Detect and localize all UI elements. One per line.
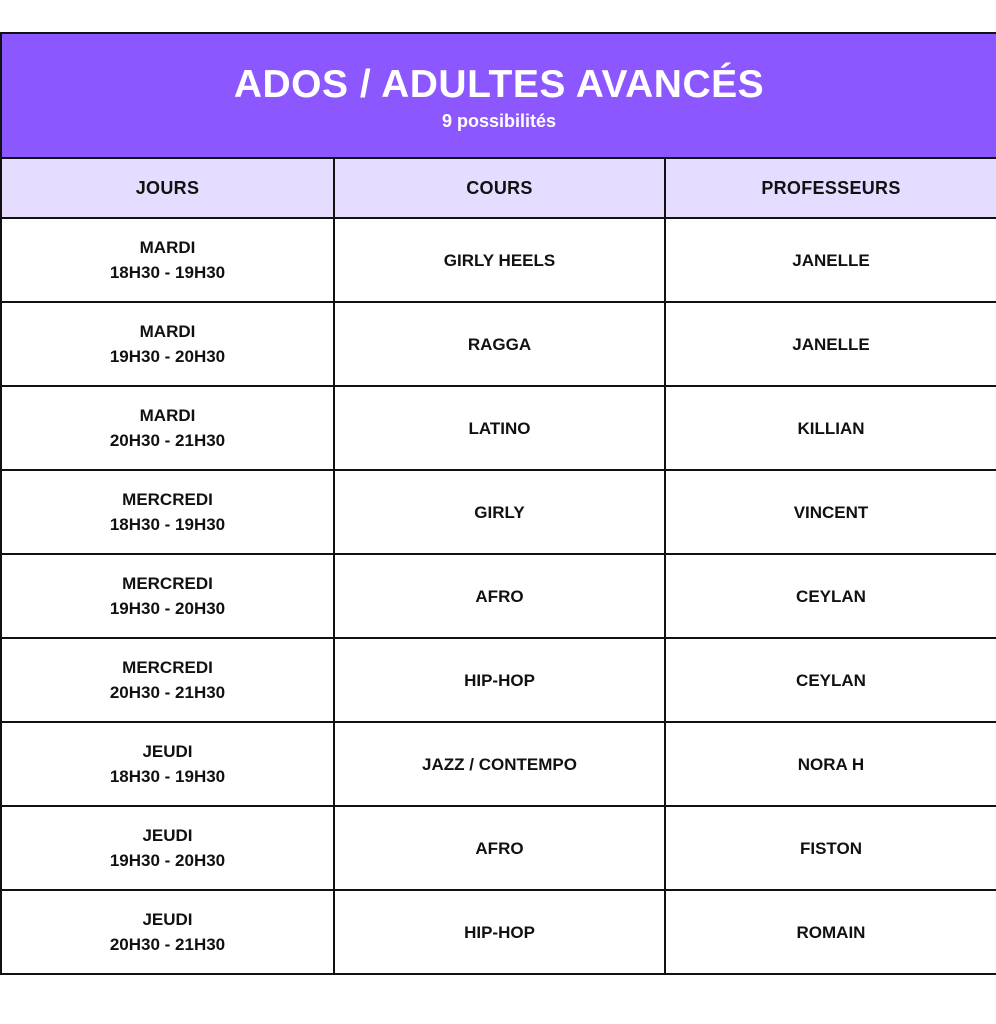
teacher-cell: JANELLE (665, 218, 996, 302)
column-header-cours: COURS (334, 158, 665, 218)
time-label: 19H30 - 20H30 (109, 347, 226, 366)
day-label: MARDI (139, 238, 196, 257)
column-header-row (1, 158, 996, 218)
banner-row (1, 33, 996, 158)
time-label: 20H30 - 21H30 (109, 683, 226, 702)
table-row (1, 554, 996, 638)
column-header-professeurs: PROFESSEURS (665, 158, 996, 218)
table-row (1, 470, 996, 554)
day-label: MARDI (139, 322, 196, 341)
day-cell (1, 386, 334, 470)
table-row (1, 806, 996, 890)
day-cell (1, 638, 334, 722)
table-row (1, 890, 996, 974)
teacher-cell: JANELLE (665, 302, 996, 386)
course-cell: AFRO (334, 554, 665, 638)
table-row (1, 722, 996, 806)
page-subtitle: 9 possibilités (441, 110, 557, 131)
day-label: MERCREDI (122, 490, 213, 509)
table-row (1, 218, 996, 302)
teacher-cell: FISTON (665, 806, 996, 890)
day-cell (1, 722, 334, 806)
time-label: 20H30 - 21H30 (109, 935, 226, 954)
time-label: 19H30 - 20H30 (109, 599, 226, 618)
course-cell: LATINO (334, 386, 665, 470)
day-label: JEUDI (142, 826, 193, 845)
schedule-table (0, 32, 996, 975)
course-cell: HIP-HOP (334, 890, 665, 974)
column-header-jours: JOURS (1, 158, 334, 218)
course-cell: JAZZ / CONTEMPO (334, 722, 665, 806)
teacher-cell: CEYLAN (665, 554, 996, 638)
teacher-cell: KILLIAN (665, 386, 996, 470)
course-cell: GIRLY (334, 470, 665, 554)
teacher-cell: VINCENT (665, 470, 996, 554)
time-label: 18H30 - 19H30 (109, 263, 226, 282)
day-cell (1, 554, 334, 638)
day-label: MERCREDI (122, 658, 213, 677)
day-label: JEUDI (142, 910, 193, 929)
time-label: 18H30 - 19H30 (109, 767, 226, 786)
day-cell (1, 218, 334, 302)
day-label: MERCREDI (122, 574, 213, 593)
time-label: 20H30 - 21H30 (109, 431, 226, 450)
time-label: 18H30 - 19H30 (109, 515, 226, 534)
teacher-cell: ROMAIN (665, 890, 996, 974)
table-row (1, 638, 996, 722)
day-cell (1, 890, 334, 974)
table-row (1, 302, 996, 386)
course-cell: AFRO (334, 806, 665, 890)
day-cell (1, 302, 334, 386)
table-row (1, 386, 996, 470)
teacher-cell: NORA H (665, 722, 996, 806)
banner (1, 33, 996, 158)
course-cell: RAGGA (334, 302, 665, 386)
day-cell (1, 470, 334, 554)
teacher-cell: CEYLAN (665, 638, 996, 722)
page-title: ADOS / ADULTES AVANCÉS (233, 62, 765, 106)
course-cell: GIRLY HEELS (334, 218, 665, 302)
day-cell (1, 806, 334, 890)
day-label: JEUDI (142, 742, 193, 761)
day-label: MARDI (139, 406, 196, 425)
time-label: 19H30 - 20H30 (109, 851, 226, 870)
course-cell: HIP-HOP (334, 638, 665, 722)
